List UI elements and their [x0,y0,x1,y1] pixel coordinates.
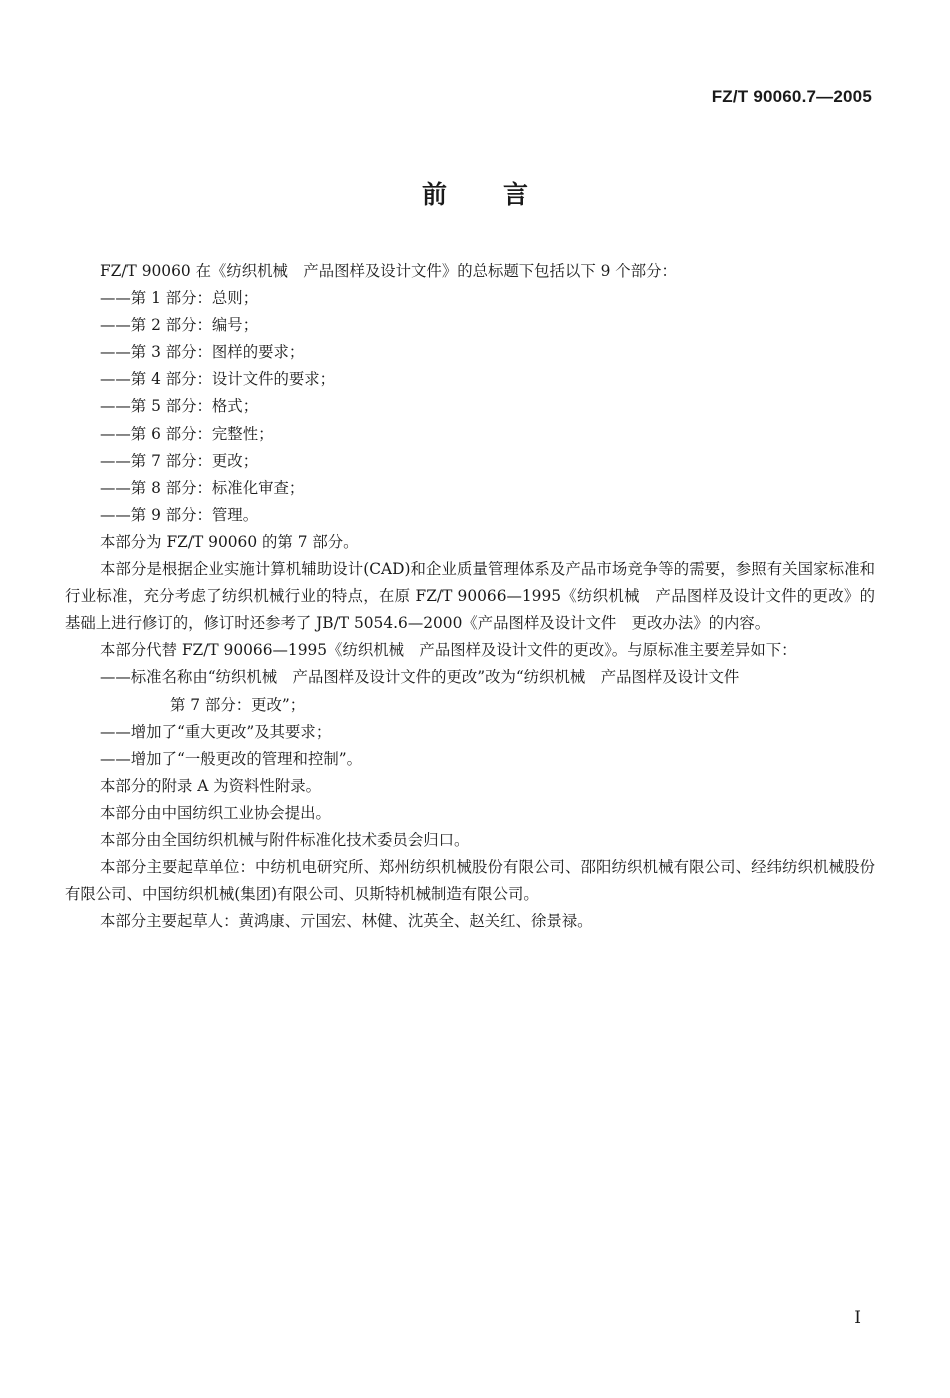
document-code: FZ/T 90060.7—2005 [711,87,872,106]
drafters-paragraph: 本部分主要起草人：黄鸿康、亓国宏、林健、沈英全、赵关红、徐景禄。 [100,912,593,931]
basis-paragraph: 本部分是根据企业实施计算机辅助设计(CAD)和企业质量管理体系及产品市场竞争等的需要，参照有关国家标准和行业标准，充分考虑了纺织机械行业的特点，在原 FZ/T 90066—1995《纺织机械 产品图样及设计文件的更改》的基础上进行修订的，修订时还参考了 JB/T 5054.6—2000《产品图样及设计文件 更改办法》的内容。 [65,560,875,633]
page-title-char-1: 前 [421,180,447,209]
part-list-item: ——第 8 部分：标准化审查； [100,478,305,497]
part-list-item: ——第 5 部分：格式； [100,397,259,416]
part-list-item: ——第 1 部分：总则； [100,289,259,308]
part-list-item: ——第 6 部分：完整性； [100,424,274,443]
difference-item-1-line-2: 第 7 部分：更改”； [170,695,306,714]
part-list-item: ——第 9 部分：管理。 [100,505,259,524]
page-title [0,175,950,211]
difference-item-2: ——增加了“重大更改”及其要求； [100,722,332,741]
difference-item-1 [65,664,875,718]
this-part-paragraph: 本部分为 FZ/T 90060 的第 7 部分。 [100,532,359,551]
centralized-by-paragraph: 本部分由全国纺织机械与附件标准化技术委员会归口。 [100,830,470,849]
foreword-body [65,258,875,935]
part-list-item: ——第 2 部分：编号； [100,316,259,335]
page-title-char-2: 言 [503,180,529,209]
annex-paragraph: 本部分的附录 A 为资料性附录。 [100,776,321,795]
part-list-item: ——第 7 部分：更改； [100,451,259,470]
intro-paragraph: FZ/T 90060 在《纺织机械 产品图样及设计文件》的总标题下包括以下 9 个部分： [100,262,677,280]
part-list-item: ——第 3 部分：图样的要求； [100,343,305,362]
proposed-by-paragraph: 本部分由中国纺织工业协会提出。 [100,803,331,822]
drafting-units-paragraph: 本部分主要起草单位：中纺机电研究所、郑州纺织机械股份有限公司、邵阳纺织机械有限公司、经纬纺织机械股份有限公司、中国纺织机械(集团)有限公司、贝斯特机械制造有限公司。 [65,858,875,904]
page-number: I [854,1308,861,1328]
replacement-paragraph: 本部分代替 FZ/T 90066—1995《纺织机械 产品图样及设计文件的更改》。与原标准主要差异如下： [100,641,797,660]
part-list-item: ——第 4 部分：设计文件的要求； [100,370,336,389]
difference-item-1-line-1: ——标准名称由“纺织机械 产品图样及设计文件的更改”改为“纺织机械 产品图样及设计文件 [100,668,740,687]
difference-item-3: ——增加了“一般更改的管理和控制”。 [100,749,362,768]
